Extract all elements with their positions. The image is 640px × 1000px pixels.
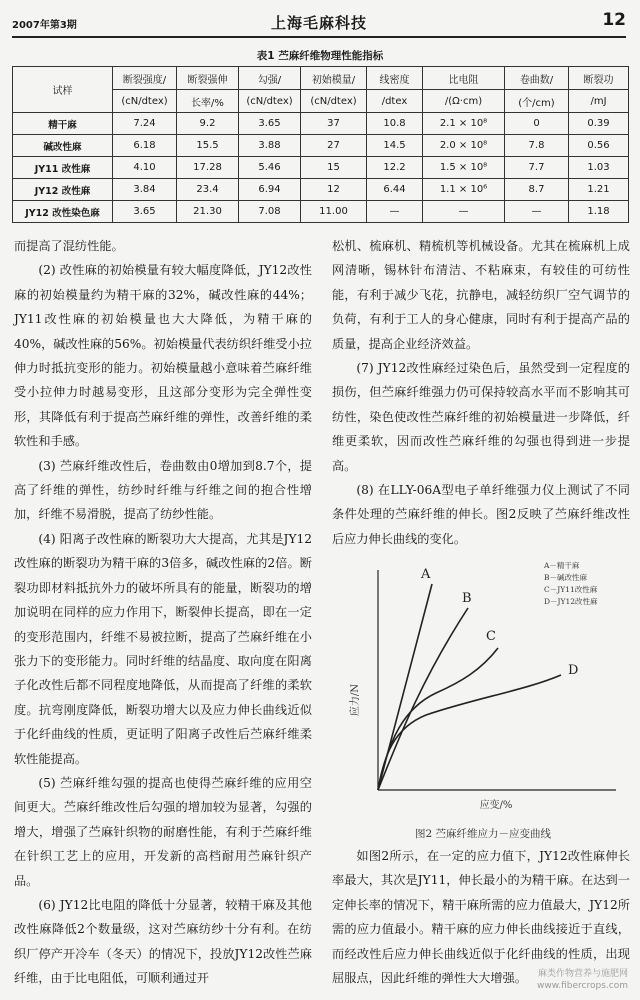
table-cell: —	[367, 201, 423, 223]
table-cell: 0	[505, 113, 569, 135]
watermark-url: www.fibercrops.com	[537, 981, 628, 991]
table-row	[13, 201, 629, 223]
table-cell: 15.5	[177, 135, 239, 157]
column-header: 线密度	[367, 67, 423, 90]
watermark	[537, 968, 628, 992]
table-cell: 1.21	[569, 179, 629, 201]
table-cell: 3.65	[239, 113, 301, 135]
table-cell: 3.88	[239, 135, 301, 157]
paragraph: (4) 阳离子改性麻的断裂功大大提高，尤其是JY12改性麻的断裂功为精干麻的3倍多，碱改性麻的2倍。断裂功即材料抵抗外力的破坏所具有的能量，断裂功的增加说明在同样的应力作用下，断裂伸长提高，即在一定的变形范围内，纤维不易被拉断，提高了苎麻纤维在小张力下的变形能力。同时纤维的结晶度、取向度在阳离子化改性后都不同程度地降低，从而提高了纤维的柔软度。抗弯刚度降低，断裂功增大以及应力伸长曲线近似于化纤曲线的性质，更证明了阳离子改性后苎麻纤维柔软性能提高。	[14, 531, 312, 766]
table-cell: 1.03	[569, 157, 629, 179]
paragraph: (5) 苎麻纤维勾强的提高也使得苎麻纤维的应用空间更大。苎麻纤维改性后勾强的增加较为显著，勾强的增大，增强了苎麻针织物的耐磨性能，有利于苎麻纤维在针织工艺上的应用，开发新的高档耐用苎麻针织产品。	[14, 775, 312, 888]
column-header: 断裂强伸	[177, 67, 239, 90]
column-unit: (个/cm)	[505, 90, 569, 113]
curve-d	[378, 675, 561, 790]
table-cell: —	[505, 201, 569, 223]
legend-entry: A－精干麻	[544, 561, 580, 570]
table-cell: —	[423, 201, 505, 223]
table-cell: 0.56	[569, 135, 629, 157]
curve-label-c: C	[486, 629, 496, 644]
column-header: 卷曲数/	[505, 67, 569, 90]
page-header	[12, 10, 626, 38]
table-cell: 14.5	[367, 135, 423, 157]
legend-entry: C－JY11改性麻	[544, 585, 598, 594]
table-cell: 21.30	[177, 201, 239, 223]
table-title: 表1 苎麻纤维物理性能指标	[256, 50, 384, 62]
table-cell: 10.8	[367, 113, 423, 135]
table-cell: 2.1 × 10⁸	[423, 113, 505, 135]
column-header: 断裂强度/	[113, 67, 177, 90]
table-cell: 17.28	[177, 157, 239, 179]
table-cell: 6.18	[113, 135, 177, 157]
legend-entry: B－碱改性麻	[544, 573, 588, 582]
table-cell: 7.24	[113, 113, 177, 135]
table-cell: 6.44	[367, 179, 423, 201]
journal-title: 上海毛麻科技	[270, 14, 367, 32]
column-header: 比电阻	[423, 67, 505, 90]
column-unit: (cN/dtex)	[113, 90, 177, 113]
table-cell: 12.2	[367, 157, 423, 179]
legend-entry: D－JY12改性麻	[544, 597, 598, 606]
column-header: 初始模量/	[301, 67, 367, 90]
paragraph: (8) 在LLY-06A型电子单纤维强力仪上测试了不同条件处理的苎麻纤维的伸长。图2反映了苎麻纤维改性后应力伸长曲线的变化。	[332, 483, 630, 546]
table-cell: 5.46	[239, 157, 301, 179]
page-number: 12	[602, 10, 626, 30]
column-header: 断裂功	[569, 67, 629, 90]
table-cell: 1.18	[569, 201, 629, 223]
table-header-row-1	[13, 67, 629, 90]
column-unit: (cN/dtex)	[239, 90, 301, 113]
paragraph: 松机、梳麻机、精梳机等机械设备。尤其在梳麻机上成网清晰，锡林针布清洁、不粘麻束，有较佳的可纺性能，有利于减少飞花，抗静电，减轻纺织厂空气调节的负荷，有利于工人的身心健康，同时有利于提高产品的质量，提高企业经济效益。	[332, 239, 630, 351]
table-cell: 15	[301, 157, 367, 179]
paragraph: (7) JY12改性麻经过染色后，虽然受到一定程度的损伤，但苎麻纤维强力仍可保持较高水平而不影响其可纺性，染色使改性苎麻纤维的初始模量进一步降低，纤维更柔软，因而改性苎麻纤维的勾强也得到进一步提高。	[332, 361, 630, 473]
figure-legend	[543, 560, 598, 606]
table-row	[13, 113, 629, 135]
table-cell: 11.00	[301, 201, 367, 223]
table-cell: 3.84	[113, 179, 177, 201]
table-cell: 1.5 × 10⁸	[423, 157, 505, 179]
table-cell: 3.65	[113, 201, 177, 223]
column-header: 试样	[13, 67, 113, 113]
figure-caption: 图2 苎麻纤维应力－应变曲线	[414, 828, 552, 840]
table-cell: 4.10	[113, 157, 177, 179]
sample-name-cell: JY12 改性麻	[13, 179, 113, 201]
issue-label: 2007年第3期	[12, 20, 77, 31]
paragraph: 而提高了混纺性能。	[14, 239, 124, 253]
column-unit: 长率/%	[177, 90, 239, 113]
table-row	[13, 179, 629, 201]
table-cell: 1.1 × 10⁶	[423, 179, 505, 201]
column-unit: /mJ	[569, 90, 629, 113]
table-cell: 8.7	[505, 179, 569, 201]
sample-name-cell: JY11 改性麻	[13, 157, 113, 179]
sample-name-cell: 碱改性麻	[13, 135, 113, 157]
paragraph: (2) 改性麻的初始模量有较大幅度降低，JY12改性麻的初始模量约为精干麻的32%，碱改性麻的44%；JY11改性麻的初始模量也大大降低，为精干麻的40%，碱改性麻的56%。初始模量代表纺织纤维受小拉伸力时抵抗变形的能力。初始模量越小意味着苎麻纤维受小拉伸力时越易变形，且这部分变形为完全弹性变形，其降低有利于提高苎麻纤维的弹性，改善纤维的柔软性和手感。	[14, 263, 312, 449]
column-header: 勾强/	[239, 67, 301, 90]
table-cell: 6.94	[239, 179, 301, 201]
column-unit: /(Ω·cm)	[423, 90, 505, 113]
paragraph: (6) JY12比电阻的降低十分显著，较精干麻及其他改性麻降低2个数量级，这对苎麻纺纱十分有利。在纺织厂停产开冷车（冬天）的情况下，投放JY12改性苎麻纤维，由于比电阻低，可顺利通过开	[14, 897, 312, 986]
watermark-line: 麻类作物营养与施肥网	[537, 969, 628, 979]
table-cell: 23.4	[177, 179, 239, 201]
table-cell: 7.7	[505, 157, 569, 179]
table-cell: 0.39	[569, 113, 629, 135]
paragraph: 如图2所示，在一定的应力值下，JY12改性麻伸长率最大，其次是JY11，伸长最小的为精干麻。在达到一定伸长率的情况下，精干麻所需的应力值最大，JY12所需的应力值最小。精干麻的应力伸长曲线接近于直线，而经改性后应力伸长曲线近似于化纤曲线的性质，出现屈服点，因此纤维的弹性大大增强。	[332, 849, 630, 986]
right-text-column	[332, 234, 630, 551]
properties-table	[12, 66, 629, 223]
table-row	[13, 157, 629, 179]
y-axis-label: 应力/N	[350, 683, 361, 717]
table-cell: 9.2	[177, 113, 239, 135]
curve-b	[378, 608, 468, 790]
table-cell: 2.0 × 10⁸	[423, 135, 505, 157]
column-unit: (cN/dtex)	[301, 90, 367, 113]
sample-name-cell: 精干麻	[13, 113, 113, 135]
x-axis-label: 应变/%	[479, 800, 513, 811]
table-cell: 7.08	[239, 201, 301, 223]
paragraph: (3) 苎麻纤维改性后，卷曲数由0增加到8.7个，提高了纤维的弹性，纺纱时纤维与纤维之间的抱合性增加，纤维不易滑脱，提高了纺纱性能。	[14, 458, 312, 522]
sample-name-cell: JY12 改性染色麻	[13, 201, 113, 223]
table-cell: 12	[301, 179, 367, 201]
stress-strain-figure	[336, 550, 630, 830]
table-cell: 7.8	[505, 135, 569, 157]
curve-label-a: A	[421, 567, 431, 582]
table-cell: 37	[301, 113, 367, 135]
table-cell: 27	[301, 135, 367, 157]
curve-label-d: D	[568, 663, 579, 678]
table-row	[13, 135, 629, 157]
column-unit: /dtex	[367, 90, 423, 113]
left-text-column	[14, 234, 312, 991]
curve-label-b: B	[462, 591, 472, 606]
